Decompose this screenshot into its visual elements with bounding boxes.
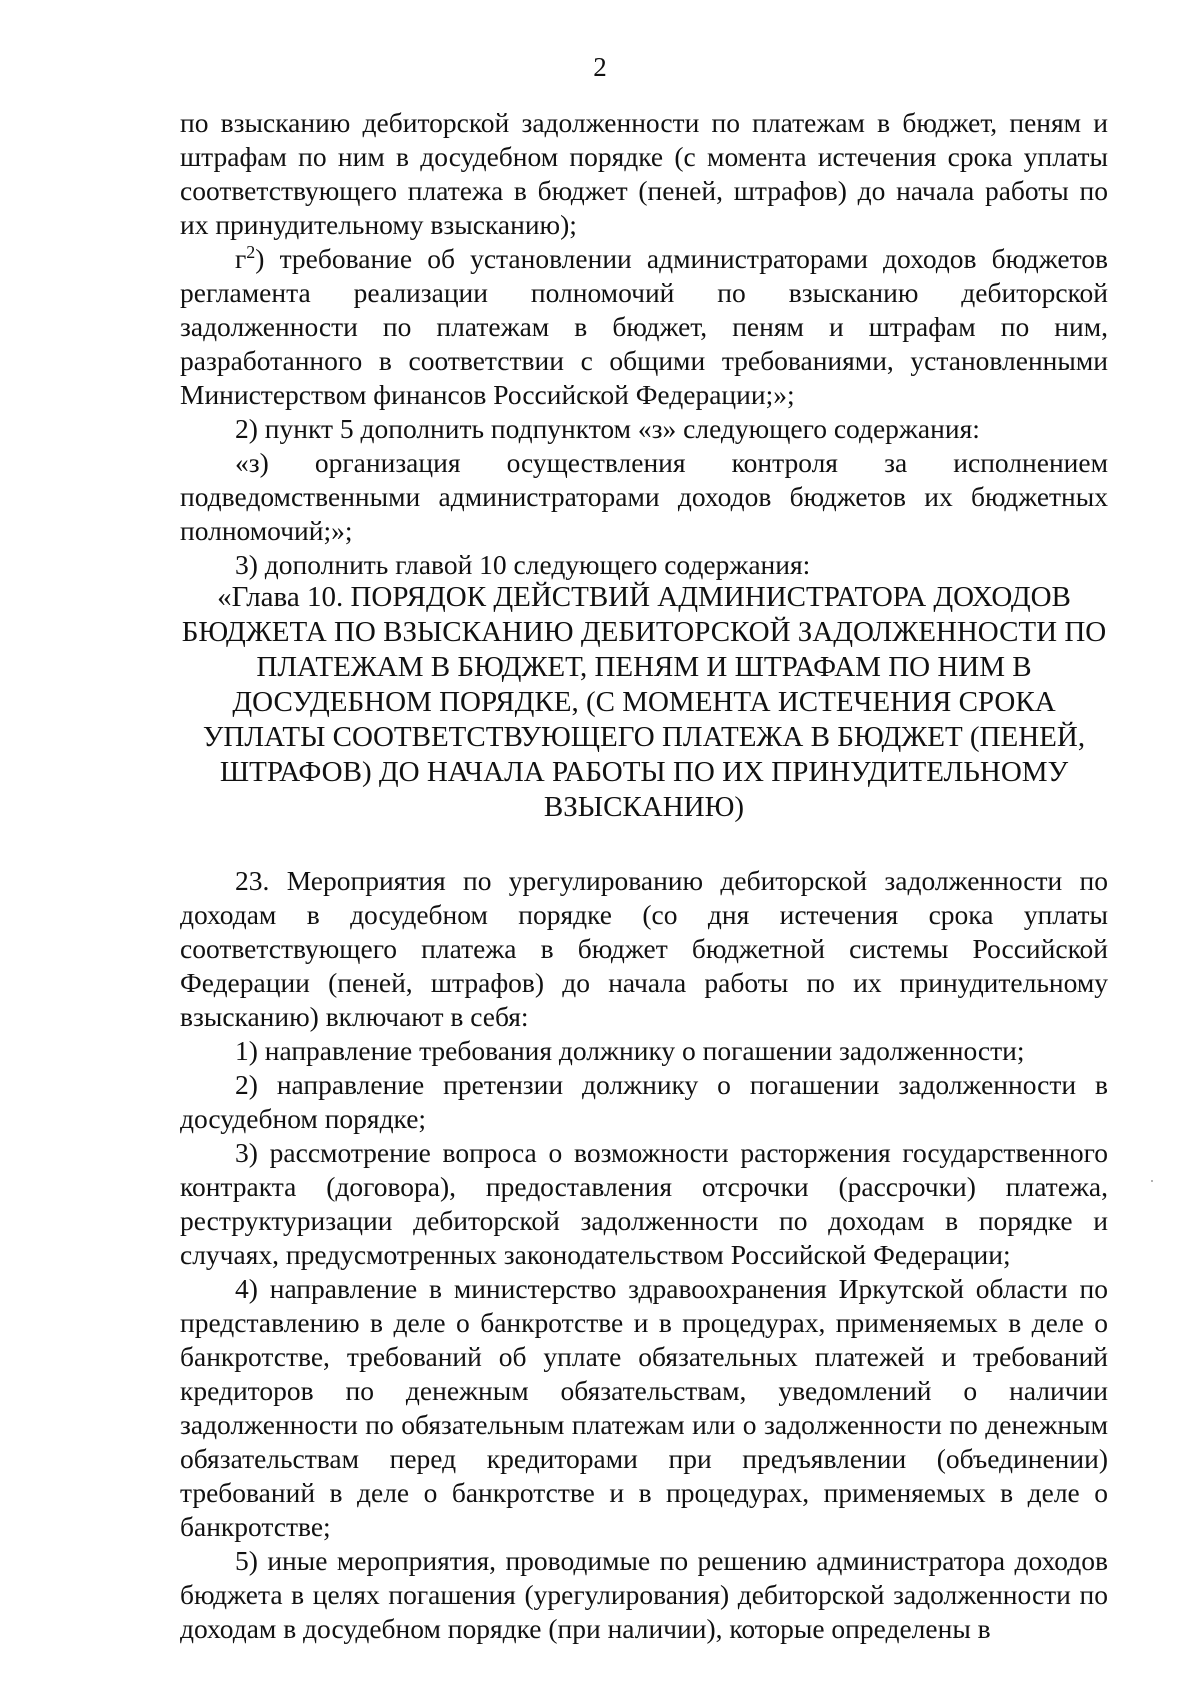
item-superscript: 2: [246, 241, 256, 262]
list-item-5: 5) иные мероприятия, проводимые по решению администратора доходов бюджета в целях погашения (урегулирования) дебиторской задолженности по доходам в досудебном порядке (при наличии), которые определены в: [180, 1545, 1108, 1644]
paragraph-continuation: по взысканию дебиторской задолженности по платежам в бюджет, пеням и штрафам по ним в досудебном порядке (с момента истечения срока уплаты соответствующего платежа в бюджет (пеней, штрафов) до начала работы по их принудительному взысканию);: [180, 107, 1108, 240]
scan-speck: [1151, 1180, 1153, 1182]
paragraph-subitem-z: «з) организация осуществления контроля за исполнением подведомственными администраторами доходов бюджетов их бюджетных полномочий;»;: [180, 447, 1108, 546]
paragraph-item-3: 3) дополнить главой 10 следующего содержания:: [235, 549, 811, 580]
chapter-title: «Глава 10. ПОРЯДОК ДЕЙСТВИЙ АДМИНИСТРАТОРА ДОХОДОВ БЮДЖЕТА ПО ВЗЫСКАНИЮ ДЕБИТОРСКОЙ ЗАДОЛЖЕННОСТИ ПО ПЛАТЕЖАМ В БЮДЖЕТ, ПЕНЯМ И ШТРАФАМ ПО НИМ В ДОСУДЕБНОМ ПОРЯДКЕ, (С МОМЕНТА ИСТЕЧЕНИЯ СРОКА УПЛАТЫ СООТВЕТСТВУЮЩЕГО ПЛАТЕЖА В БЮДЖЕТ (ПЕНЕЙ, ШТРАФОВ) ДО НАЧАЛА РАБОТЫ ПО ИХ ПРИНУДИТЕЛЬНОМУ ВЗЫСКАНИЮ): [181, 581, 1107, 823]
item-text: ) требование об установлении администраторами доходов бюджетов регламента реализации полномочий по взысканию дебиторской задолженности по платежам в бюджет, пеням и штрафам по ним, разработанного в соответствии с общими требованиями, установленными Министерством финансов Российской Федерации;»;: [180, 243, 1108, 410]
list-item-4: 4) направление в министерство здравоохранения Иркутской области по представлению в деле о банкротстве и в процедурах, применяемых в деле о банкротстве, требований об уплате обязательных платежей и требований кредиторов по денежным обязательствам, уведомлений о наличии задолженности по обязательным платежам или о задолженности по денежным обязательствам перед кредиторами при предъявлении (объединении) требований в деле о банкротстве и в процедурах, применяемых в деле о банкротстве;: [180, 1273, 1108, 1542]
top-text-block: [180, 106, 1108, 582]
item-letter: г: [235, 243, 247, 274]
bottom-text-block: [180, 864, 1108, 1646]
list-item-1: 1) направление требования должнику о погашении задолженности;: [235, 1035, 1025, 1066]
paragraph-g2: [180, 242, 1108, 412]
list-item-2: 2) направление претензии должнику о погашении задолженности в досудебном порядке;: [180, 1069, 1108, 1134]
page-number: 2: [593, 52, 607, 82]
paragraph-item-2: 2) пункт 5 дополнить подпунктом «з» следующего содержания:: [235, 413, 980, 444]
paragraph-23: 23. Мероприятия по урегулированию дебиторской задолженности по доходам в досудебном порядке (со дня истечения срока уплаты соответствующего платежа в бюджет бюджетной системы Российской Федерации (пеней, штрафов) до начала работы по их принудительному взысканию) включают в себя:: [180, 865, 1108, 1032]
list-item-3: 3) рассмотрение вопроса о возможности расторжения государственного контракта (договора), предоставления отсрочки (рассрочки) платежа, реструктуризации дебиторской задолженности по доходам в порядке и случаях, предусмотренных законодательством Российской Федерации;: [180, 1137, 1108, 1270]
